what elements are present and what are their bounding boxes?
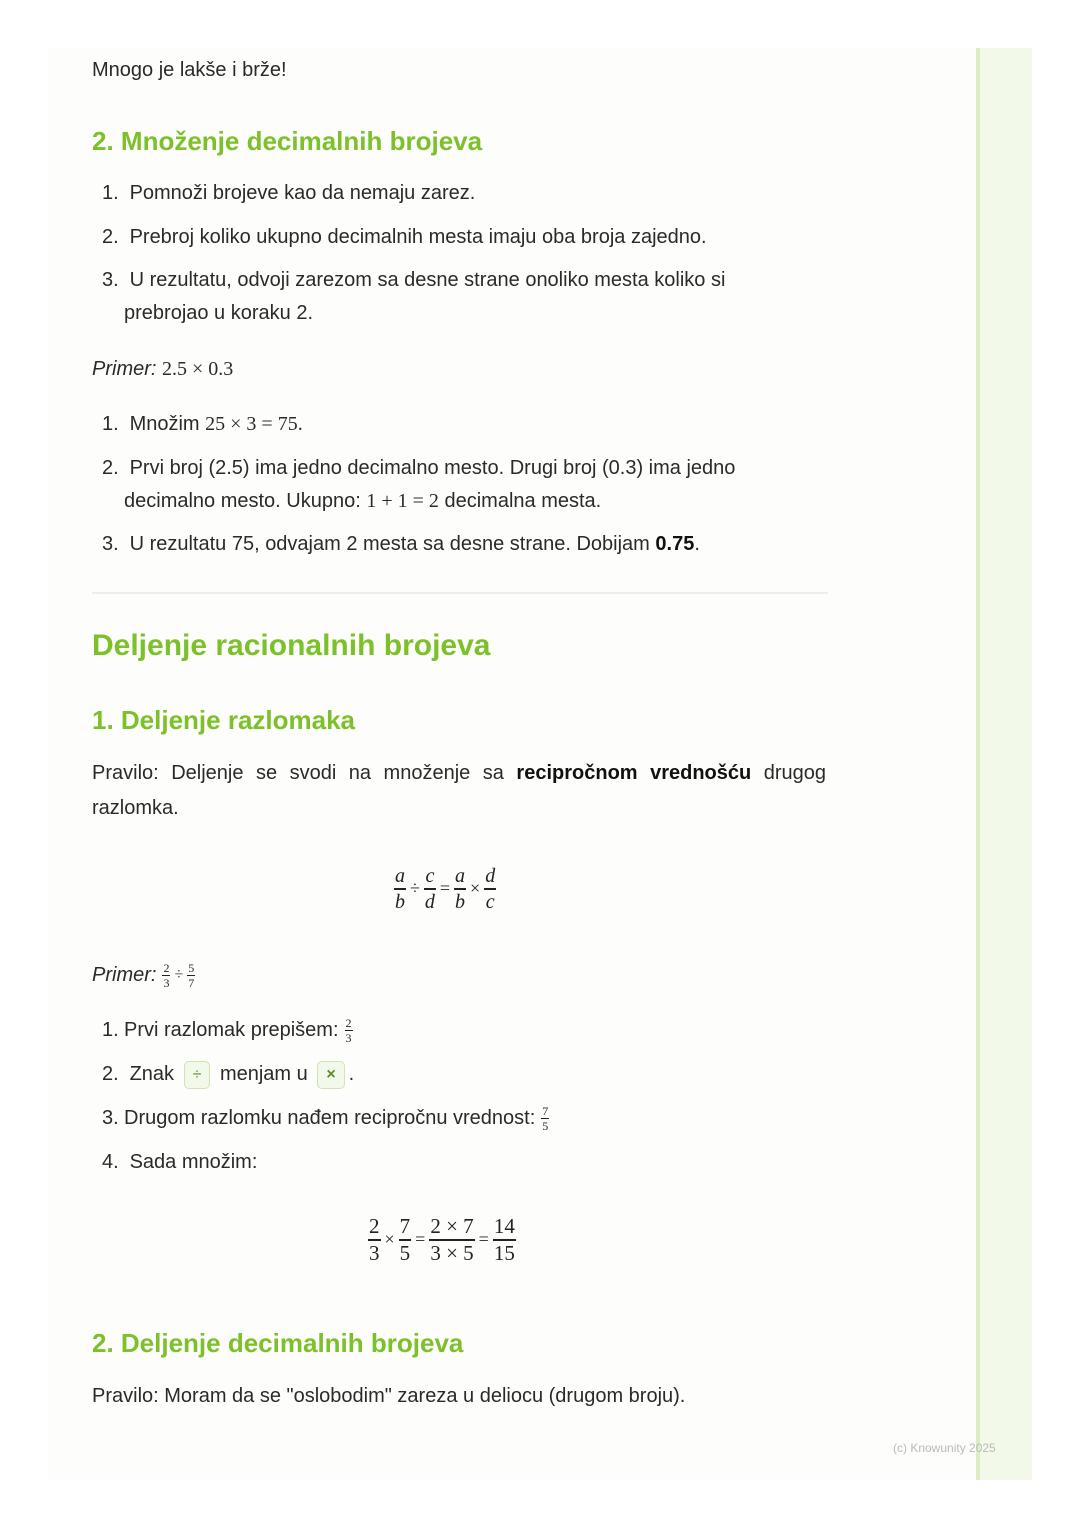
rule-paragraph — [92, 756, 826, 826]
list-item — [102, 1014, 353, 1047]
denominator: 5 — [399, 1240, 411, 1265]
list-item — [102, 452, 735, 485]
numerator: d — [485, 865, 496, 887]
list-text: U rezultatu 75, odvajam 2 mesta sa desne strane. Dobijam — [129, 533, 650, 555]
inline-code-multiply: × — [317, 1061, 344, 1089]
division-rule-formula — [394, 866, 496, 912]
numerator: 2 — [369, 1214, 380, 1238]
heading-div-decimals: 2. Deljenje decimalnih brojeva — [92, 1328, 464, 1358]
list-item — [102, 1146, 257, 1179]
list-text-continued — [124, 485, 601, 518]
list-text: Prebroj koliko ukupno decimalnih mesta imaju oba broja zajedno. — [129, 226, 707, 248]
rule-text-end: drugog razlomka. — [92, 762, 827, 819]
section-divider — [92, 592, 828, 594]
fraction — [162, 962, 170, 989]
fraction — [424, 866, 436, 912]
numerator: 2 — [345, 1016, 352, 1030]
example-label: Primer: — [92, 358, 157, 380]
fraction — [541, 1105, 549, 1132]
list-text-continued: prebrojao u koraku 2. — [124, 302, 314, 324]
multiplication-formula — [368, 1216, 516, 1264]
list-text: Drugom razlomku nađem recipročnu vrednost: — [124, 1107, 536, 1129]
numerator: c — [425, 865, 435, 887]
list-item — [102, 264, 725, 297]
list-number: 1. — [102, 413, 119, 435]
example-line — [92, 958, 195, 992]
denominator: 3 × 5 — [430, 1240, 474, 1265]
heading-division: Deljenje racionalnih brojeva — [92, 629, 491, 662]
list-text: Prvi razlomak prepišem: — [124, 1019, 339, 1041]
list-text-end: . — [694, 533, 700, 555]
fraction — [368, 1216, 381, 1264]
denominator: 3 — [345, 1031, 352, 1045]
fraction — [345, 1017, 353, 1044]
list-math: 25 × 3 = 75. — [205, 413, 303, 435]
side-line — [976, 48, 980, 1480]
fraction — [454, 866, 466, 912]
fraction — [399, 1216, 412, 1264]
numerator: 7 — [542, 1104, 549, 1118]
numerator: 2 — [163, 960, 170, 975]
numerator: a — [455, 865, 466, 887]
fraction — [394, 866, 406, 912]
list-item — [102, 221, 707, 254]
numerator: 5 — [188, 960, 195, 975]
numerator: 14 — [493, 1214, 515, 1238]
side-stripe — [976, 48, 1032, 1480]
rule-text: Pravilo: Deljenje se svodi na množenje sa — [92, 762, 504, 784]
operator: × — [384, 1229, 395, 1250]
operator: = — [439, 878, 451, 899]
rule-bold: recipročnom vrednošću — [516, 762, 752, 784]
numerator: 7 — [399, 1214, 411, 1238]
list-text: Znak — [129, 1063, 175, 1085]
list-text: decimalna mesta. — [444, 490, 602, 512]
list-number: 1. — [102, 1019, 119, 1041]
copyright-footer: (c) Knowunity 2025 — [893, 1441, 996, 1455]
denominator: 3 — [163, 975, 170, 990]
fraction — [493, 1216, 516, 1264]
denominator: 3 — [369, 1240, 380, 1265]
rule-paragraph: Pravilo: Moram da se "oslobodim" zareza u deliocu (drugom broju). — [92, 1385, 686, 1407]
inline-code-divide: ÷ — [184, 1061, 211, 1089]
fraction — [484, 866, 496, 912]
list-item — [102, 1102, 549, 1135]
list-number: 3. — [102, 1107, 119, 1129]
list-item — [102, 1058, 354, 1091]
list-text: menjam u — [219, 1063, 308, 1085]
list-item — [102, 177, 475, 210]
example-label: Primer: — [92, 964, 157, 986]
list-number: 3. — [102, 533, 119, 555]
denominator: 5 — [542, 1119, 549, 1133]
list-number: 1. — [102, 182, 119, 204]
list-item — [102, 408, 303, 441]
list-number: 2. — [102, 1063, 119, 1085]
denominator: b — [455, 890, 466, 913]
operator: ÷ — [410, 878, 420, 899]
list-number: 2. — [102, 457, 119, 479]
denominator: 7 — [188, 975, 195, 990]
list-text: Prvi broj (2.5) ima jedno decimalno mesto. Drugi broj (0.3) ima jedno — [129, 457, 736, 479]
operator: = — [478, 1229, 489, 1250]
list-number: 3. — [102, 269, 119, 291]
heading-div-fractions: 1. Deljenje razlomaka — [92, 705, 356, 735]
list-text: U rezultatu, odvoji zarezom sa desne strane onoliko mesta koliko si — [129, 269, 726, 291]
denominator: c — [485, 890, 495, 913]
numerator: a — [395, 865, 405, 887]
denominator: d — [424, 890, 435, 913]
intro-line: Mnogo je lakše i brže! — [92, 59, 287, 81]
list-text-end: . — [348, 1063, 355, 1085]
heading-mult-decimals: 2. Množenje decimalnih brojeva — [92, 126, 483, 156]
fraction — [429, 1216, 474, 1264]
operator: × — [470, 878, 481, 899]
list-text: Pomnoži brojeve kao da nemaju zarez. — [129, 182, 476, 204]
list-number: 4. — [102, 1151, 119, 1173]
list-number: 2. — [102, 226, 119, 248]
list-item — [102, 528, 700, 561]
list-math: 1 + 1 = 2 — [366, 490, 439, 512]
operator: = — [415, 1229, 426, 1250]
result-value: 0.75 — [655, 533, 695, 555]
denominator: b — [395, 890, 405, 913]
list-text: Množim — [129, 413, 200, 435]
list-text: decimalno mesto. Ukupno: — [124, 490, 361, 512]
denominator: 15 — [493, 1240, 515, 1265]
list-text: Sada množim: — [129, 1151, 258, 1173]
fraction — [187, 962, 195, 989]
example-expression: 2.5 × 0.3 — [162, 358, 234, 380]
example-line — [92, 352, 233, 386]
numerator: 2 × 7 — [430, 1214, 474, 1238]
operator: ÷ — [174, 966, 184, 983]
